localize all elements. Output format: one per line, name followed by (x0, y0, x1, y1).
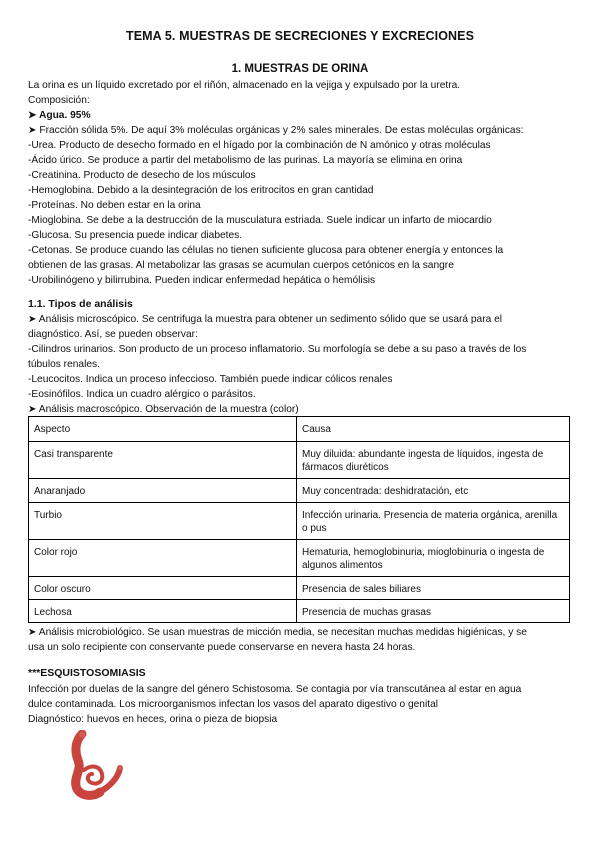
table-cell-aspecto: Casi transparente (29, 442, 297, 479)
paragraph-line: La orina es un líquido excretado por el riñón, almacenado en la vejiga y expulsado por la uretra. (28, 80, 461, 91)
paragraph-line: Composición: (28, 95, 90, 106)
section-tipos-body (28, 312, 578, 417)
table-row (29, 577, 570, 600)
table-cell-causa: Presencia de sales biliares (297, 577, 570, 600)
paragraph-line: túbulos renales. (28, 359, 100, 370)
list-item: -Urobilinógeno y bilirrubina. Pueden indicar enfermedad hepática o hemólisis (28, 275, 376, 286)
table-header-row (29, 417, 570, 442)
list-item: ➤ Agua. 95% (28, 110, 91, 121)
list-item: obtienen de las grasas. Al metabolizar las grasas se acumulan cuerpos cetónicos en la sangre (28, 260, 454, 271)
paragraph-line: dulce contaminada. Los microorganismos infectan los vasos del aparato digestivo o genital (28, 699, 438, 710)
paragraph-line: usa un solo recipiente con conservante puede conservarse en nevera hasta 24 horas. (28, 642, 416, 653)
table-cell-causa: Muy concentrada: deshidratación, etc (297, 479, 570, 503)
list-item: -Hemoglobina. Debido a la desintegración de los eritrocitos en gran cantidad (28, 185, 374, 196)
section-title-esquistosomiasis: ***ESQUISTOSOMIASIS (28, 667, 146, 679)
list-item: ➤ Análisis macroscópico. Observación de la muestra (color) (28, 404, 299, 415)
table-header-cell: Aspecto (29, 417, 297, 442)
list-item: -Proteínas. No deben estar en la orina (28, 200, 201, 211)
list-item: ➤ Análisis microbiológico. Se usan muestras de micción media, se necesitan muchas medidas higiénicas, y se (28, 627, 527, 638)
section-orina-body (28, 78, 578, 288)
list-item: ➤ Fracción sólida 5%. De aquí 3% moléculas orgánicas y 2% sales minerales. De estas moléculas orgánicas: (28, 125, 524, 136)
schistosoma-worm-illustration (62, 730, 130, 800)
table-row (29, 479, 570, 503)
paragraph-line: Diagnóstico: huevos en heces, orina o pieza de biopsia (28, 714, 278, 725)
list-item: ➤ Análisis microscópico. Se centrifuga la muestra para obtener un sedimento sólido que se usará para el (28, 314, 503, 325)
table-row (29, 540, 570, 577)
microbiologico-paragraph (28, 625, 578, 655)
section-title-muestras-orina: 1. MUESTRAS DE ORINA (231, 63, 369, 75)
table-cell-aspecto: Turbio (29, 503, 297, 540)
list-item: -Cilindros urinarios. Son producto de un proceso inflamatorio. Su morfología se debe a su paso a través de los (28, 344, 527, 355)
list-item: -Cetonas. Se produce cuando las células no tienen suficiente glucosa para obtener energía y entonces la (28, 245, 504, 256)
table-cell-causa: Muy diluida: abundante ingesta de líquidos, ingesta de fármacos diuréticos (297, 442, 570, 479)
section-title-tipos-analisis: 1.1. Tipos de análisis (28, 298, 133, 310)
list-item: -Ácido úrico. Se produce a partir del metabolismo de las purinas. La mayoría se elimina en orina (28, 155, 463, 166)
table-cell-aspecto: Lechosa (29, 600, 297, 623)
list-item: -Eosinófilos. Indica un cuadro alérgico o parásitos. (28, 389, 256, 400)
table-cell-causa: Infección urinaria. Presencia de materia orgánica, arenilla o pus (297, 503, 570, 540)
page-title: TEMA 5. MUESTRAS DE SECRECIONES Y EXCRECIONES (125, 29, 475, 43)
list-item: -Creatinina. Producto de desecho de los músculos (28, 170, 256, 181)
table-cell-aspecto: Anaranjado (29, 479, 297, 503)
list-item: -Glucosa. Su presencia puede indicar diabetes. (28, 230, 243, 241)
table-cell-aspecto: Color oscuro (29, 577, 297, 600)
paragraph-line: diagnóstico. Así, se pueden observar: (28, 329, 198, 340)
table-cell-aspecto: Color rojo (29, 540, 297, 577)
table-cell-causa: Hematuria, hemoglobinuria, mioglobinuria o ingesta de algunos alimentos (297, 540, 570, 577)
table-row (29, 600, 570, 623)
list-item: -Mioglobina. Se debe a la destrucción de la musculatura estriada. Suele indicar un infarto de miocardio (28, 215, 492, 226)
list-item: -Leucocitos. Indica un proceso infeccioso. También puede indicar cólicos renales (28, 374, 393, 385)
list-item: -Urea. Producto de desecho formado en el hígado por la combinación de N amónico y otras moléculas (28, 140, 491, 151)
esquistosomiasis-body (28, 682, 578, 727)
table-header-cell: Causa (297, 417, 570, 442)
table-cell-causa: Presencia de muchas grasas (297, 600, 570, 623)
paragraph-line: Infección por duelas de la sangre del género Schistosoma. Se contagia por vía transcutánea al estar en agua (28, 684, 522, 695)
table-row (29, 503, 570, 540)
aspect-table (28, 416, 570, 623)
table-row (29, 442, 570, 479)
